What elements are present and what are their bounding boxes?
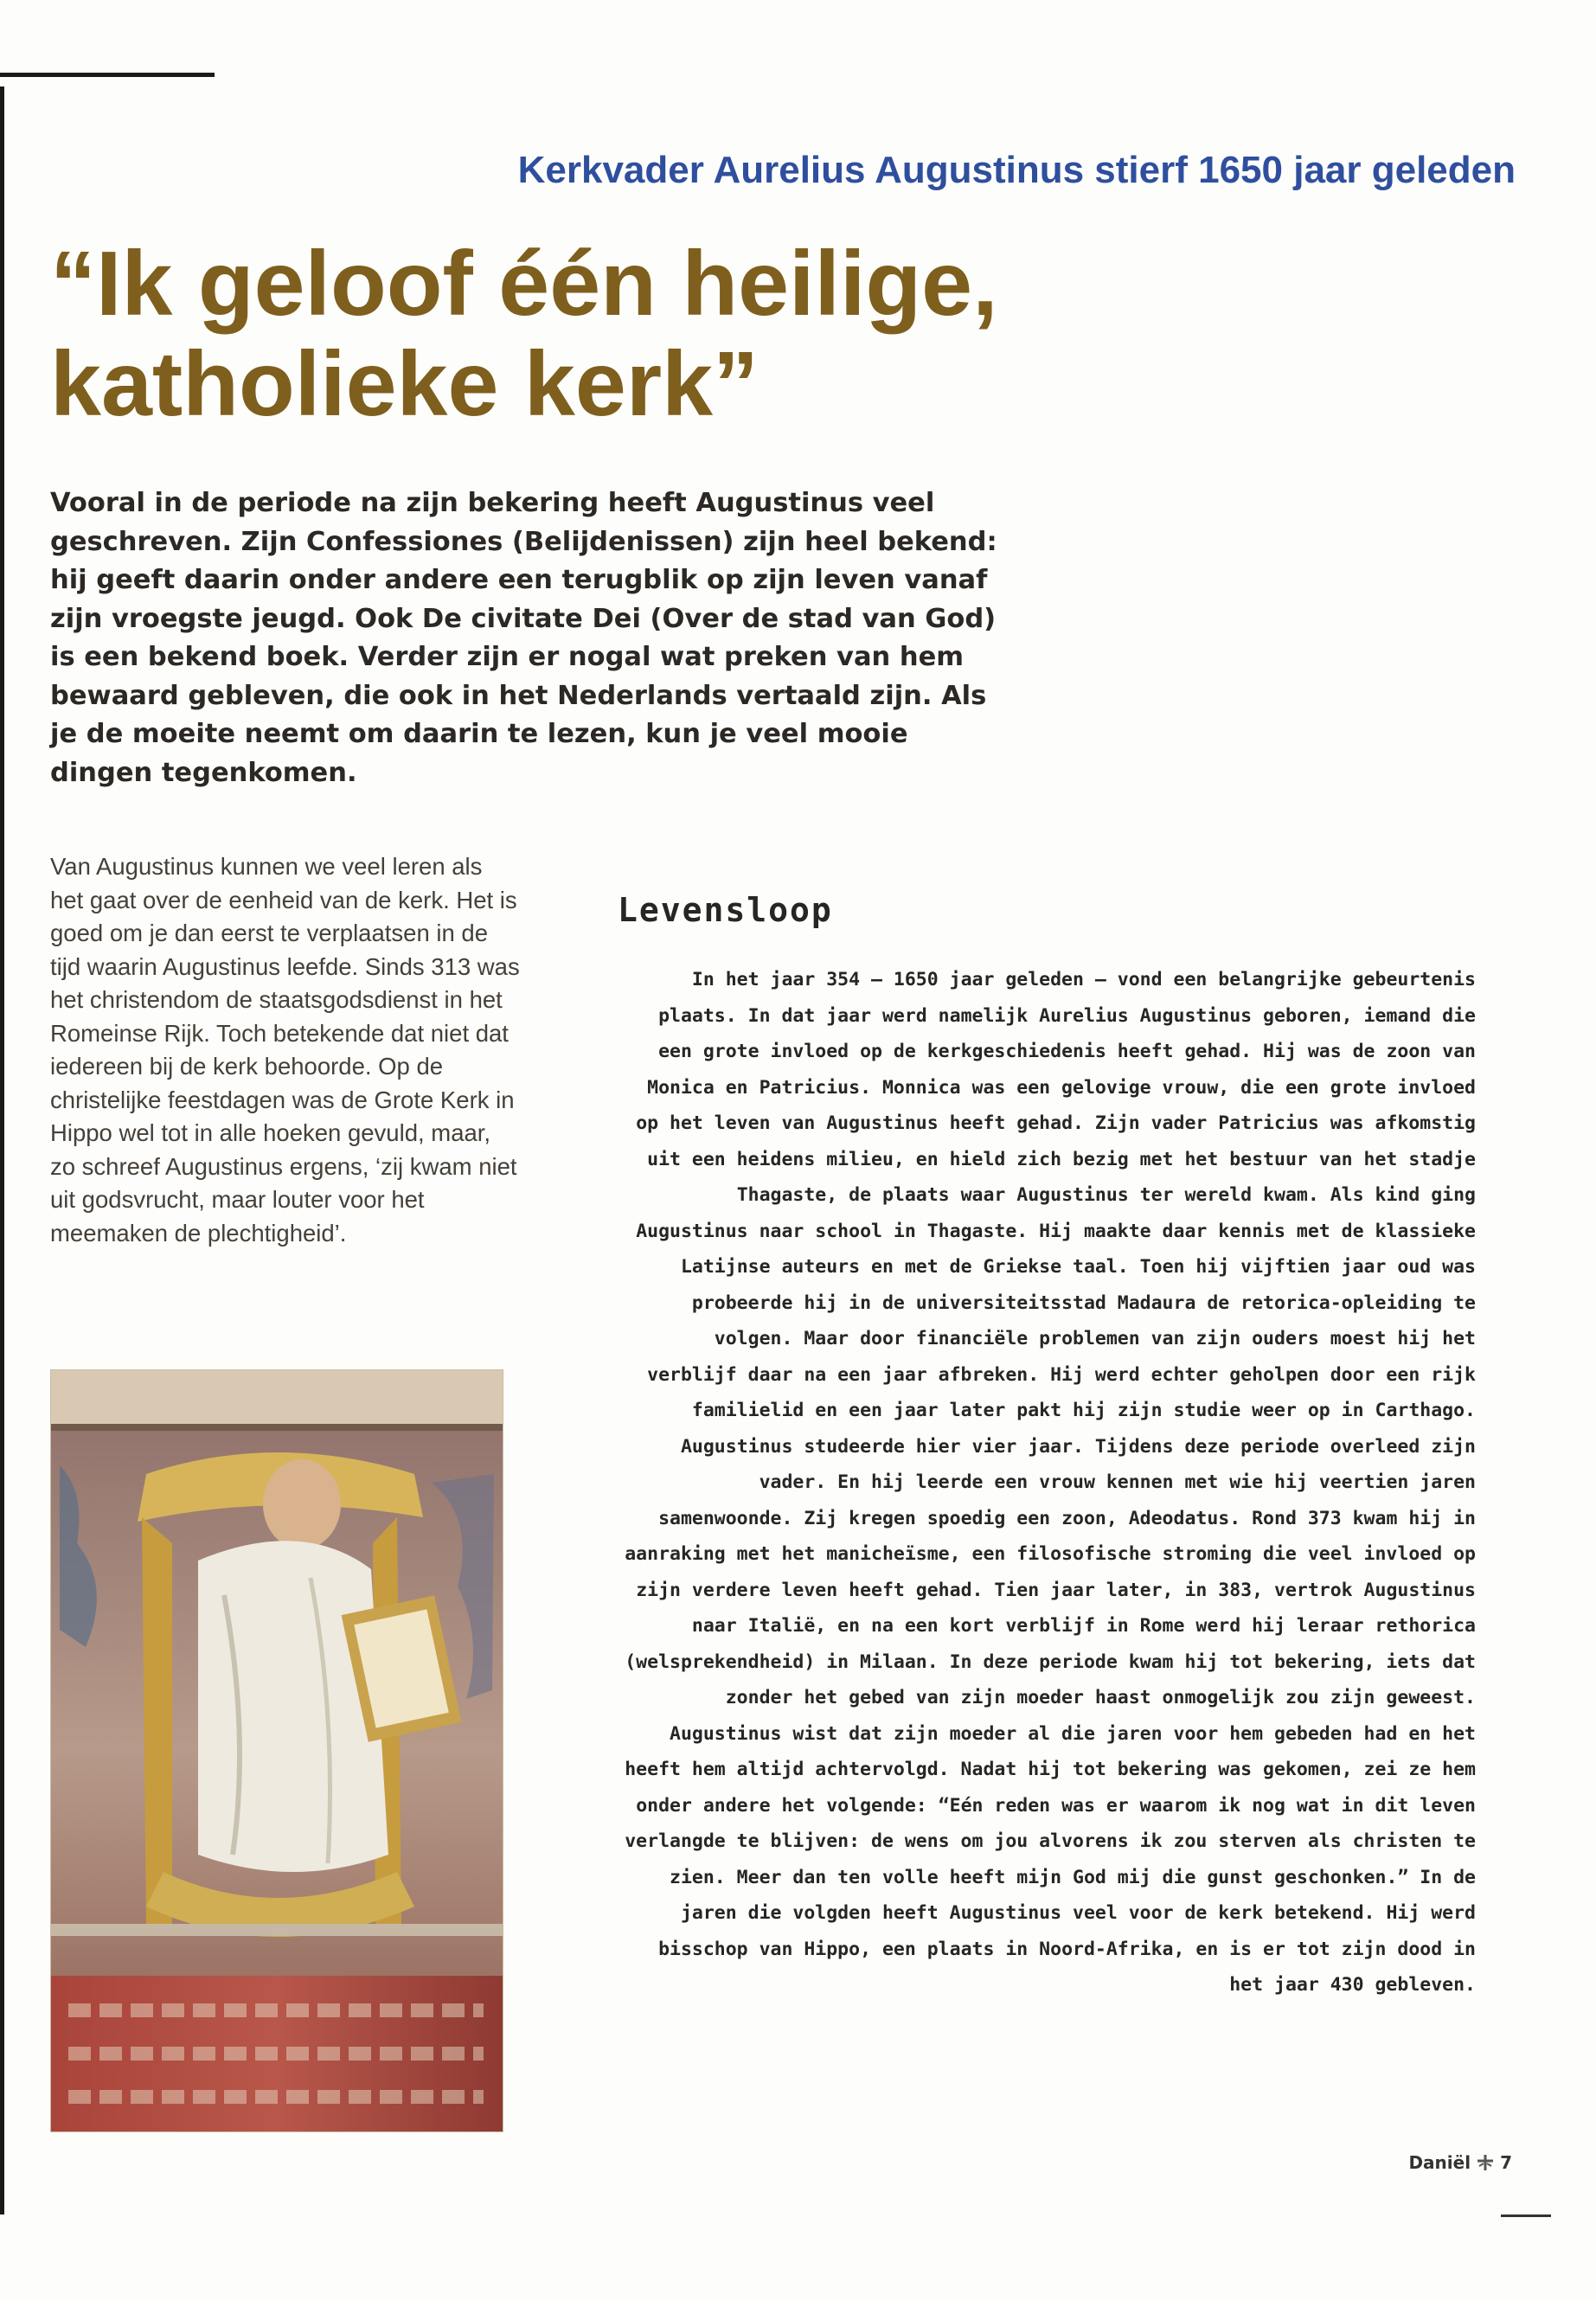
article-intro: Vooral in de periode na zijn bekering heeft Augustinus veel geschreven. Zijn Confessiones (Belijdenissen) zijn heel bekend: hij geeft daarin onder andere een terugblik op zijn leven vanaf zijn vroegste jeugd. Ook De civitate Dei (Over de stad van God) is een bekend boek. Verder zijn er nogal wat preken van hem bewaard gebleven, die ook in het Nederlands vertaald zijn. Als je de moeite neemt om daarin te lezen, kun je veel mooie dingen tegenkomen. (50, 488, 997, 788)
top-rule (0, 73, 215, 77)
sidebar-text: Van Augustinus kunnen we veel leren als het gaat over de eenheid van de kerk. Het is goed om je dan eerst te verplaatsen in de tijd waarin Augustinus leefde. Sinds 313 was het christendom de staatsgodsdienst in het Romeinse Rijk. Toch betekende dat niet dat iedereen bij de kerk behoorde. Op de christelijke feestdagen was de Grote Kerk in Hippo wel tot in alle hoeken gevuld, maar, zo schreef Augustinus ergens, ‘zij kwam niet uit godsvrucht, maar louter voor het meemaken de plechtigheid’. (50, 853, 520, 1247)
augustine-painting (50, 1369, 503, 2132)
magazine-name: Daniël (1408, 2152, 1471, 2173)
article-kicker: Kerkvader Aurelius Augustinus stierf 1650 jaar geleden (517, 149, 1516, 191)
page-number: 7 (1500, 2152, 1512, 2173)
page-footer (1408, 2152, 1512, 2173)
body-text: In het jaar 354 – 1650 jaar geleden – vond een belangrijke gebeurtenis plaats. In dat jaar werd namelijk Aurelius Augustinus geboren, iemand die een grote invloed op de kerkgeschiedenis heeft gehad. Hij was de zoon van Monica en Patricius. Monnica was een gelovige vrouw, die een grote invloed op het leven van Augustinus heeft gehad. Zijn vader Patricius was afkomstig uit een heidens milieu, en hield zich bezig met het bestuur van het stadje Thagaste, de plaats waar Augustinus ter wereld kwam. Als kind ging Augustinus naar school in Thagaste. Hij maakte daar kennis met de klassieke Latijnse auteurs en met de Griekse taal. Toen hij vijftien jaar oud was probeerde hij in de universiteitsstad Madaura de retorica-opleiding te volgen. Maar door financiële problemen van zijn ouders moest hij het verblijf daar na een jaar afbreken. Hij werd echter geholpen door een rijk familielid en een jaar later pakt hij zijn studie weer op in Carthago. Augustinus studeerde hier vier jaar. Tijdens deze periode overleed zijn vader. En hij leerde een vrouw kennen met wie hij veertien jaren samenwoonde. Zij kregen spoedig een zoon, Adeodatus. Rond 373 kwam hij in aanraking met het manicheïsme, een filosofische stroming die veel invloed op zijn verdere leven heeft gehad. Tien jaar later, in 383, vertrok Augustinus naar Italië, en na een kort verblijf in Rome werd hij leraar rethorica (welsprekendheid) in Milaan. In deze periode kwam hij tot bekering, iets dat zonder het gebed van zijn moeder haast onmogelijk zou zijn geweest. Augustinus wist dat zijn moeder al die jaren voor hem gebeden had en het heeft hem altijd achtervolgd. Nadat hij tot bekering was gekomen, zei ze hem onder andere het volgende: “Eén reden was er waarom ik nog wat in dit leven verlangde te blijven: de wens om jou alvorens ik zou sterven als christen te zien. Meer dan ten volle heeft mijn God mij die gunst geschonken.” In de jaren die volgden heeft Augustinus veel voor de kerk betekend. Hij werd bisschop van Hippo, een plaats in Noord-Afrika, en is er tot zijn dood in het jaar 430 gebleven. (625, 969, 1476, 1996)
page-edge-line (0, 87, 4, 2214)
bottom-rule (1501, 2214, 1551, 2217)
cross-icon (1476, 2154, 1495, 2171)
article-headline: “Ik geloof één heilige, katholieke kerk” (50, 233, 998, 435)
section-title: Levensloop (618, 891, 833, 929)
